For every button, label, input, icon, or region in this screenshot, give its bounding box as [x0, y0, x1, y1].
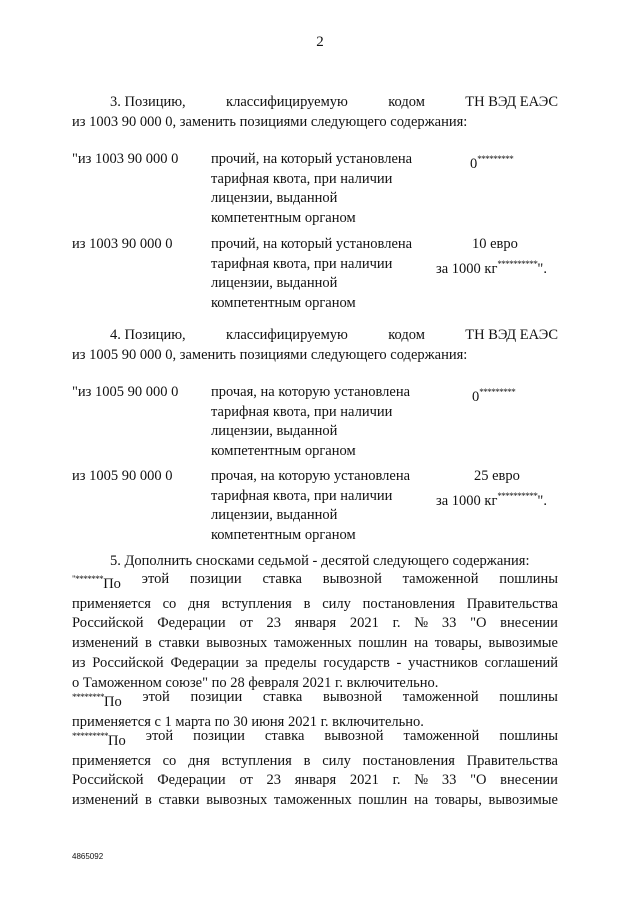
- word: таможенных: [273, 635, 352, 652]
- footnote-line: [72, 614, 558, 634]
- word: изменений: [72, 792, 139, 809]
- description-line: тарифная квота, при наличии: [211, 170, 393, 187]
- footnote-marker: ********: [72, 692, 104, 702]
- footnote-line: [72, 771, 558, 791]
- word: товары,: [434, 635, 482, 652]
- word: 33: [441, 615, 457, 632]
- word: дня: [188, 752, 210, 769]
- word: г.: [392, 772, 401, 789]
- word: применяется: [72, 595, 151, 612]
- word: на: [413, 792, 429, 809]
- word: внесении: [500, 772, 558, 789]
- word: ставка: [262, 689, 303, 705]
- word: кодом: [388, 327, 425, 343]
- document-id: 4865092: [72, 852, 104, 861]
- footnote-line: [72, 595, 558, 615]
- word: позиции: [193, 728, 245, 744]
- word: участников: [408, 654, 478, 671]
- word: ТН ВЭД ЕАЭС: [465, 327, 558, 343]
- word: января: [294, 615, 337, 632]
- word: ********По: [72, 692, 122, 710]
- footnote-marker: "*******: [72, 574, 104, 584]
- word: этой: [141, 571, 170, 587]
- description-line: лицензии, выданной: [211, 423, 338, 439]
- word: пошлины: [499, 689, 558, 705]
- word: Федерации: [157, 615, 226, 632]
- word: соглашений: [484, 654, 558, 671]
- word: №: [414, 615, 429, 632]
- word: внесении: [500, 615, 558, 632]
- word: вывозимые: [488, 792, 558, 809]
- word: вступления: [221, 595, 292, 612]
- item-5-paragraph: 5. Дополнить сносками седьмой - десятой следующего содержания:: [110, 553, 530, 569]
- word: ставки: [158, 792, 200, 809]
- tariff-rate: 0*********: [472, 387, 516, 405]
- word: "О: [470, 615, 487, 632]
- word: пошлин: [358, 635, 408, 652]
- word: в: [303, 752, 311, 769]
- tariff-description: [211, 235, 431, 313]
- description-line: лицензии, выданной: [211, 275, 338, 291]
- item-4-line-1: [72, 325, 558, 345]
- tariff-description: [211, 383, 431, 461]
- word: за: [245, 654, 258, 671]
- word: ставка: [262, 571, 302, 587]
- word: *********По: [72, 731, 126, 749]
- word: таможенных: [273, 792, 352, 809]
- word: вывозной: [322, 571, 382, 587]
- word: таможенной: [403, 728, 480, 744]
- tariff-rate-unit: за 1000 кг**********".: [436, 490, 547, 509]
- word: позиции: [189, 571, 242, 587]
- word: дня: [188, 595, 210, 612]
- word: 33: [441, 772, 457, 789]
- item-3-paragraph: [72, 92, 558, 132]
- footnote-line: [72, 570, 558, 595]
- footnote-line: [72, 791, 558, 811]
- page-number: 2: [316, 34, 324, 50]
- footnote-8: [72, 688, 558, 732]
- footnote-last-line: применяется с 1 марта по 30 июня 2021 г. включительно.: [72, 713, 424, 730]
- description-line: тарифная квота, при наличии: [211, 487, 393, 504]
- word: классифицируемую: [226, 94, 348, 110]
- word: в: [145, 792, 152, 809]
- word: вывозных: [206, 792, 268, 809]
- word: государств: [323, 654, 390, 671]
- word: ТН ВЭД ЕАЭС: [465, 94, 558, 110]
- word: в: [145, 635, 152, 652]
- word: силу: [322, 595, 351, 612]
- word: от: [239, 615, 253, 632]
- description-line: компетентным органом: [211, 526, 356, 543]
- tariff-rate: 25 евро: [474, 468, 520, 484]
- word: ставки: [158, 635, 200, 652]
- word: со: [162, 752, 177, 769]
- word: кодом: [388, 94, 425, 110]
- footnote-line: [72, 634, 558, 654]
- description-line: компетентным органом: [211, 294, 356, 311]
- description-line: компетентным органом: [211, 209, 356, 226]
- item-4-line-2: из 1005 90 000 0, заменить позициями следующего содержания:: [72, 347, 468, 363]
- item-3-line-2: из 1003 90 000 0, заменить позициями следующего содержания:: [72, 114, 468, 130]
- word: этой: [145, 728, 174, 744]
- word: из: [72, 654, 86, 671]
- word: г.: [392, 615, 401, 632]
- description-line: лицензии, выданной: [211, 507, 338, 523]
- description-line: компетентным органом: [211, 442, 356, 459]
- word: на: [413, 635, 429, 652]
- description-line: тарифная квота, при наличии: [211, 403, 393, 420]
- word: 2021: [349, 615, 379, 632]
- tariff-description: [211, 467, 431, 545]
- word: постановления: [362, 595, 455, 612]
- word: таможенной: [402, 689, 479, 705]
- word: вывозной: [324, 728, 384, 744]
- word: 23: [266, 615, 282, 632]
- item-4-paragraph: [72, 325, 558, 365]
- footnote-9: [72, 727, 558, 811]
- word: от: [239, 772, 253, 789]
- word: изменений: [72, 635, 139, 652]
- tariff-code: "из 1005 90 000 0: [72, 384, 179, 400]
- word: Федерации: [157, 772, 226, 789]
- tariff-code: из 1005 90 000 0: [72, 468, 173, 484]
- word: пошлин: [358, 792, 408, 809]
- tariff-description: [211, 150, 431, 228]
- word: применяется: [72, 752, 151, 769]
- word: силу: [322, 752, 351, 769]
- word: №: [414, 772, 429, 789]
- word: позиции: [190, 689, 243, 705]
- word: этой: [142, 689, 170, 705]
- word: таможенной: [402, 571, 479, 587]
- word: 2021: [349, 772, 379, 789]
- word: вступления: [221, 752, 292, 769]
- description-line: тарифная квота, при наличии: [211, 255, 393, 272]
- description-line: прочий, на который установлена: [211, 151, 413, 167]
- word: "*******По: [72, 574, 121, 592]
- footnote-last-line: о Таможенном союзе" по 28 февраля 2021 г. включительно.: [72, 674, 439, 691]
- tariff-rate: 10 евро: [472, 236, 518, 252]
- word: Российской: [72, 615, 144, 632]
- tariff-code: из 1003 90 000 0: [72, 236, 173, 252]
- tariff-rate-unit: за 1000 кг**********".: [436, 258, 547, 277]
- word: 4. Позицию,: [110, 327, 186, 343]
- word: вывозных: [206, 635, 268, 652]
- word: Российской: [92, 654, 164, 671]
- description-line: прочая, на которую установлена: [211, 468, 411, 484]
- word: вывозной: [323, 689, 383, 705]
- word: Правительства: [466, 595, 558, 612]
- tariff-code: "из 1003 90 000 0: [72, 151, 179, 167]
- word: в: [303, 595, 311, 612]
- footnote-line: [72, 752, 558, 772]
- word: Федерации: [170, 654, 239, 671]
- footnote-line: [72, 688, 558, 713]
- word: -: [396, 654, 402, 671]
- word: классифицируемую: [226, 327, 348, 343]
- word: 3. Позицию,: [110, 94, 186, 110]
- word: постановления: [362, 752, 455, 769]
- word: пошлины: [499, 728, 558, 744]
- word: 23: [266, 772, 282, 789]
- word: вывозимые: [488, 635, 558, 652]
- word: Российской: [72, 772, 144, 789]
- footnote-line: [72, 727, 558, 752]
- word: пределы: [264, 654, 317, 671]
- footnote-marker: *********: [72, 731, 108, 741]
- word: пошлины: [499, 571, 558, 587]
- description-line: прочий, на который установлена: [211, 236, 413, 252]
- word: со: [162, 595, 177, 612]
- word: Правительства: [466, 752, 558, 769]
- word: января: [294, 772, 337, 789]
- footnote-7: [72, 570, 558, 693]
- tariff-rate: 0*********: [470, 154, 514, 172]
- word: ставка: [264, 728, 305, 744]
- description-line: прочая, на которую установлена: [211, 384, 411, 400]
- description-line: лицензии, выданной: [211, 190, 338, 206]
- item-3-line-1: [72, 92, 558, 112]
- word: товары,: [434, 792, 482, 809]
- footnote-line: [72, 654, 558, 674]
- word: "О: [470, 772, 487, 789]
